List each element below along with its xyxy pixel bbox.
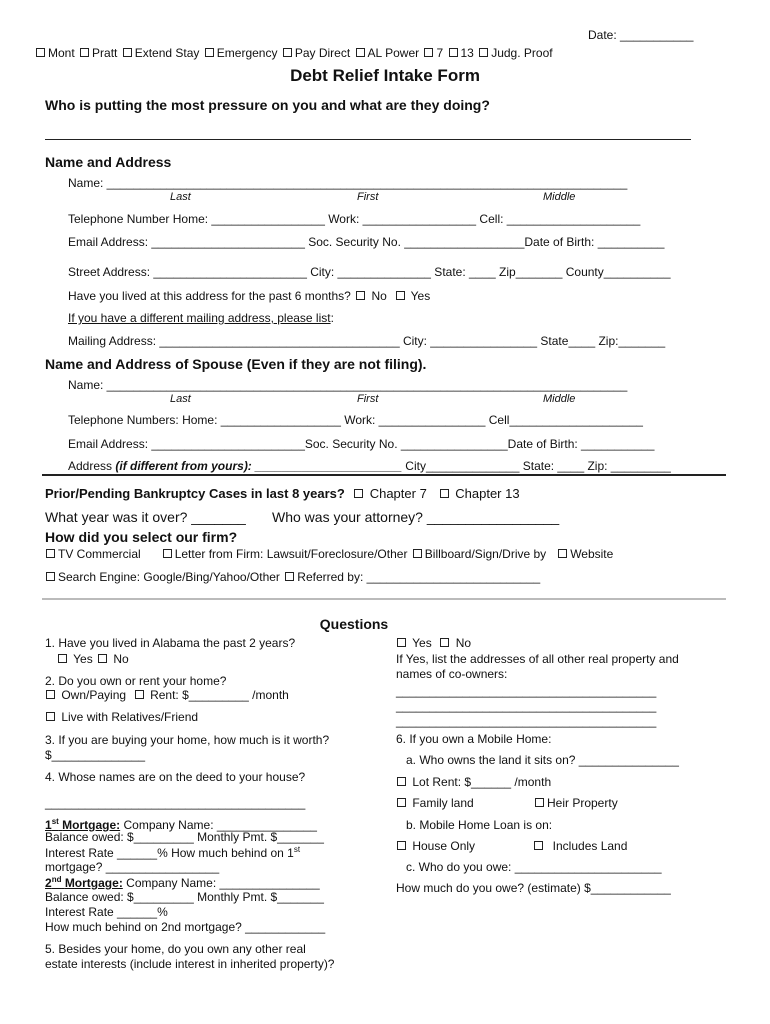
checkbox-icon bbox=[397, 777, 406, 786]
q6a-land-owner[interactable]: a. Who owns the land it sits on? _______________ bbox=[406, 753, 679, 767]
q5-no[interactable]: No bbox=[438, 636, 471, 650]
checkbox-icon bbox=[397, 638, 406, 647]
pressure-question: Who is putting the most pressure on you and what are they doing? bbox=[45, 97, 490, 113]
spouse-heading: Name and Address of Spouse (Even if they are not filing). bbox=[45, 356, 427, 372]
mailing-note-text: If you have a different mailing address, please list bbox=[68, 311, 331, 325]
second-mortgage-behind[interactable]: How much behind on 2nd mortgage? ____________ bbox=[45, 920, 326, 934]
section-divider bbox=[42, 474, 726, 476]
q6-includes-land[interactable]: Includes Land bbox=[532, 839, 627, 853]
applicant-phone-field[interactable]: Telephone Number Home: _________________ Work: _________________ Cell: ____________________ bbox=[68, 212, 641, 226]
q5-answer-line-1[interactable]: _______________________________________ bbox=[396, 684, 657, 698]
checkbox-icon bbox=[558, 549, 567, 558]
referral-referred[interactable]: Referred by: __________________________ bbox=[283, 570, 540, 584]
spouse-middle-label: Middle bbox=[543, 393, 576, 405]
checkbox-icon bbox=[396, 291, 405, 300]
lived-here-question bbox=[68, 289, 430, 303]
date-field[interactable]: Date: ___________ bbox=[588, 28, 694, 42]
referral-options-row1 bbox=[44, 547, 613, 561]
q2-options bbox=[44, 688, 289, 702]
lived-here-no[interactable]: No bbox=[354, 289, 387, 303]
mailing-note-colon: : bbox=[330, 311, 334, 325]
checkbox-icon bbox=[356, 291, 365, 300]
checkbox-emergency[interactable]: Emergency bbox=[203, 46, 278, 60]
checkbox-icon bbox=[36, 48, 45, 57]
checkbox-icon bbox=[123, 48, 132, 57]
q5-answer-line-3[interactable]: _______________________________________ bbox=[396, 714, 657, 728]
q6-heir-property[interactable]: Heir Property bbox=[533, 796, 618, 810]
q6-label: 6. If you own a Mobile Home: bbox=[396, 732, 552, 746]
checkbox-pay-direct[interactable]: Pay Direct bbox=[281, 46, 350, 60]
checkbox-icon bbox=[479, 48, 488, 57]
checkbox-icon bbox=[80, 48, 89, 57]
q4-label: 4. Whose names are on the deed to your house? bbox=[45, 770, 306, 784]
q4-answer-line[interactable]: _______________________________________ bbox=[45, 796, 306, 810]
q5-answer-line-2[interactable]: _______________________________________ bbox=[396, 699, 657, 713]
applicant-name-field[interactable]: Name: ______________________________________________________________________________ bbox=[68, 176, 628, 190]
q6c-who-owe[interactable]: c. Who do you owe: ______________________ bbox=[406, 860, 662, 874]
referral-tv[interactable]: TV Commercial bbox=[44, 547, 141, 561]
second-mortgage-balance[interactable]: Balance owed: $_________ Monthly Pmt. $_______ bbox=[45, 890, 324, 904]
q1-options bbox=[56, 652, 129, 666]
q3-label: 3. If you are buying your home, how much is it worth? bbox=[45, 733, 330, 747]
checkbox-extend-stay[interactable]: Extend Stay bbox=[121, 46, 200, 60]
referral-heading: How did you select our firm? bbox=[45, 529, 238, 545]
applicant-last-label: Last bbox=[170, 191, 191, 203]
checkbox-icon bbox=[58, 654, 67, 663]
q2-label: 2. Do you own or rent your home? bbox=[45, 674, 227, 688]
q1-no[interactable]: No bbox=[96, 652, 129, 666]
checkbox-icon bbox=[285, 572, 294, 581]
questions-heading: Questions bbox=[319, 616, 389, 632]
q5-options bbox=[395, 636, 471, 650]
q5-list-instruction-2: names of co-owners: bbox=[396, 667, 508, 681]
checkbox-icon bbox=[534, 841, 543, 850]
checkbox-icon bbox=[449, 48, 458, 57]
checkbox-icon bbox=[98, 654, 107, 663]
referral-billboard[interactable]: Billboard/Sign/Drive by bbox=[411, 547, 546, 561]
spouse-phone-field[interactable]: Telephone Numbers: Home: __________________ Work: ________________ Cell____________________ bbox=[68, 413, 643, 427]
checkbox-7[interactable]: 7 bbox=[422, 46, 443, 60]
first-mortgage-label: 1st Mortgage: bbox=[45, 817, 121, 832]
q5-list-instruction-1: If Yes, list the addresses of all other real property and bbox=[396, 652, 679, 666]
checkbox-icon bbox=[205, 48, 214, 57]
q2-relatives[interactable]: Live with Relatives/Friend bbox=[44, 710, 198, 724]
bankruptcy-question-label: Prior/Pending Bankruptcy Cases in last 8 years? bbox=[45, 486, 345, 501]
referral-website[interactable]: Website bbox=[556, 547, 613, 561]
q6-lot-rent[interactable]: Lot Rent: $______ /month bbox=[395, 775, 551, 789]
first-mortgage-company[interactable]: 1st Mortgage: Company Name: _______________ bbox=[45, 817, 317, 832]
q5-label-line1: 5. Besides your home, do you own any other real bbox=[45, 942, 306, 956]
referral-letter[interactable]: Letter from Firm: Lawsuit/Foreclosure/Other bbox=[161, 547, 408, 561]
q5-yes[interactable]: Yes bbox=[395, 636, 432, 650]
applicant-heading: Name and Address bbox=[45, 154, 172, 170]
checkbox-icon bbox=[354, 489, 363, 498]
spouse-address-field[interactable] bbox=[68, 459, 671, 473]
lived-here-label: Have you lived at this address for the past 6 months? bbox=[68, 289, 351, 303]
bankruptcy-year-field[interactable]: What year was it over? _______ bbox=[45, 509, 246, 525]
mailing-address-field[interactable]: Mailing Address: ____________________________________ City: ________________ State____ Zip:_______ bbox=[68, 334, 666, 348]
q3-value-field[interactable]: $______________ bbox=[45, 748, 146, 762]
spouse-email-field[interactable]: Email Address: _______________________Soc. Security No. ________________Date of Birth: ___________ bbox=[68, 437, 655, 451]
q6-house-only[interactable]: House Only bbox=[395, 839, 475, 853]
checkbox-icon bbox=[46, 690, 55, 699]
spouse-address-rest: City______________ State: ____ Zip: _________ bbox=[401, 459, 671, 473]
q1-label: 1. Have you lived in Alabama the past 2 years? bbox=[45, 636, 296, 650]
second-mortgage-label: 2nd Mortgage: bbox=[45, 875, 123, 890]
checkbox-icon bbox=[397, 798, 406, 807]
first-mortgage-rate[interactable]: Interest Rate ______% How much behind on 1st bbox=[45, 845, 301, 860]
mailing-note bbox=[68, 311, 334, 325]
q6-family-land[interactable]: Family land bbox=[395, 796, 474, 810]
first-mortgage-behind[interactable]: mortgage? _________________ bbox=[45, 860, 220, 874]
checkbox-icon bbox=[46, 712, 55, 721]
checkbox-al-power[interactable]: AL Power bbox=[354, 46, 420, 60]
spouse-address-note: (if different from yours): ______________________ bbox=[115, 459, 402, 473]
spouse-last-label: Last bbox=[170, 393, 191, 405]
referral-search[interactable]: Search Engine: Google/Bing/Yahoo/Other bbox=[44, 570, 280, 584]
checkbox-icon bbox=[397, 841, 406, 850]
checkbox-icon bbox=[163, 549, 172, 558]
referral-options-row2 bbox=[44, 570, 540, 584]
checkbox-icon bbox=[46, 549, 55, 558]
checkbox-judg-proof[interactable]: Judg. Proof bbox=[477, 46, 552, 60]
chapter-7-option[interactable]: Chapter 7 bbox=[352, 486, 427, 501]
q2-own[interactable]: Own/Paying bbox=[44, 688, 126, 702]
form-title: Debt Relief Intake Form bbox=[290, 66, 480, 85]
spouse-address-label: Address bbox=[68, 459, 116, 473]
office-checkbox-row bbox=[34, 46, 553, 60]
checkbox-13[interactable]: 13 bbox=[447, 46, 474, 60]
checkbox-icon bbox=[283, 48, 292, 57]
pressure-answer-line[interactable] bbox=[45, 139, 691, 140]
chapter-13-option[interactable]: Chapter 13 bbox=[438, 486, 520, 501]
second-mortgage-company[interactable]: 2nd Mortgage: Company Name: _______________ bbox=[45, 875, 320, 890]
checkbox-icon bbox=[424, 48, 433, 57]
checkbox-icon bbox=[535, 798, 544, 807]
checkbox-pratt[interactable]: Pratt bbox=[78, 46, 117, 60]
checkbox-icon bbox=[356, 48, 365, 57]
spouse-name-field[interactable]: Name: ______________________________________________________________________________ bbox=[68, 378, 628, 392]
first-mortgage-balance[interactable]: Balance owed: $_________ Monthly Pmt. $_______ bbox=[45, 830, 324, 844]
spouse-first-label: First bbox=[357, 393, 379, 405]
q6b-label: b. Mobile Home Loan is on: bbox=[406, 818, 553, 832]
checkbox-mont[interactable]: Mont bbox=[34, 46, 75, 60]
applicant-email-field[interactable]: Email Address: _______________________ Soc. Security No. __________________Date of Birth: __________ bbox=[68, 235, 665, 249]
questions-divider bbox=[42, 598, 726, 600]
checkbox-icon bbox=[440, 638, 449, 647]
lived-here-yes[interactable]: Yes bbox=[394, 289, 431, 303]
checkbox-icon bbox=[135, 690, 144, 699]
checkbox-icon bbox=[46, 572, 55, 581]
checkbox-icon bbox=[413, 549, 422, 558]
second-mortgage-rate[interactable]: Interest Rate ______% bbox=[45, 905, 168, 919]
q6-amount-owed[interactable]: How much do you owe? (estimate) $____________ bbox=[396, 881, 671, 895]
q5-label-line2: estate interests (include interest in inherited property)? bbox=[45, 957, 335, 971]
bankruptcy-attorney-field[interactable]: Who was your attorney? _________________ bbox=[272, 509, 560, 525]
applicant-street-field[interactable]: Street Address: _______________________ City: ______________ State: ____ Zip_______ County__________ bbox=[68, 265, 671, 279]
bankruptcy-question bbox=[45, 486, 520, 501]
applicant-middle-label: Middle bbox=[543, 191, 576, 203]
q1-yes[interactable]: Yes bbox=[56, 652, 93, 666]
applicant-first-label: First bbox=[357, 191, 379, 203]
q2-rent[interactable]: Rent: $_________ /month bbox=[133, 688, 289, 702]
checkbox-icon bbox=[440, 489, 449, 498]
